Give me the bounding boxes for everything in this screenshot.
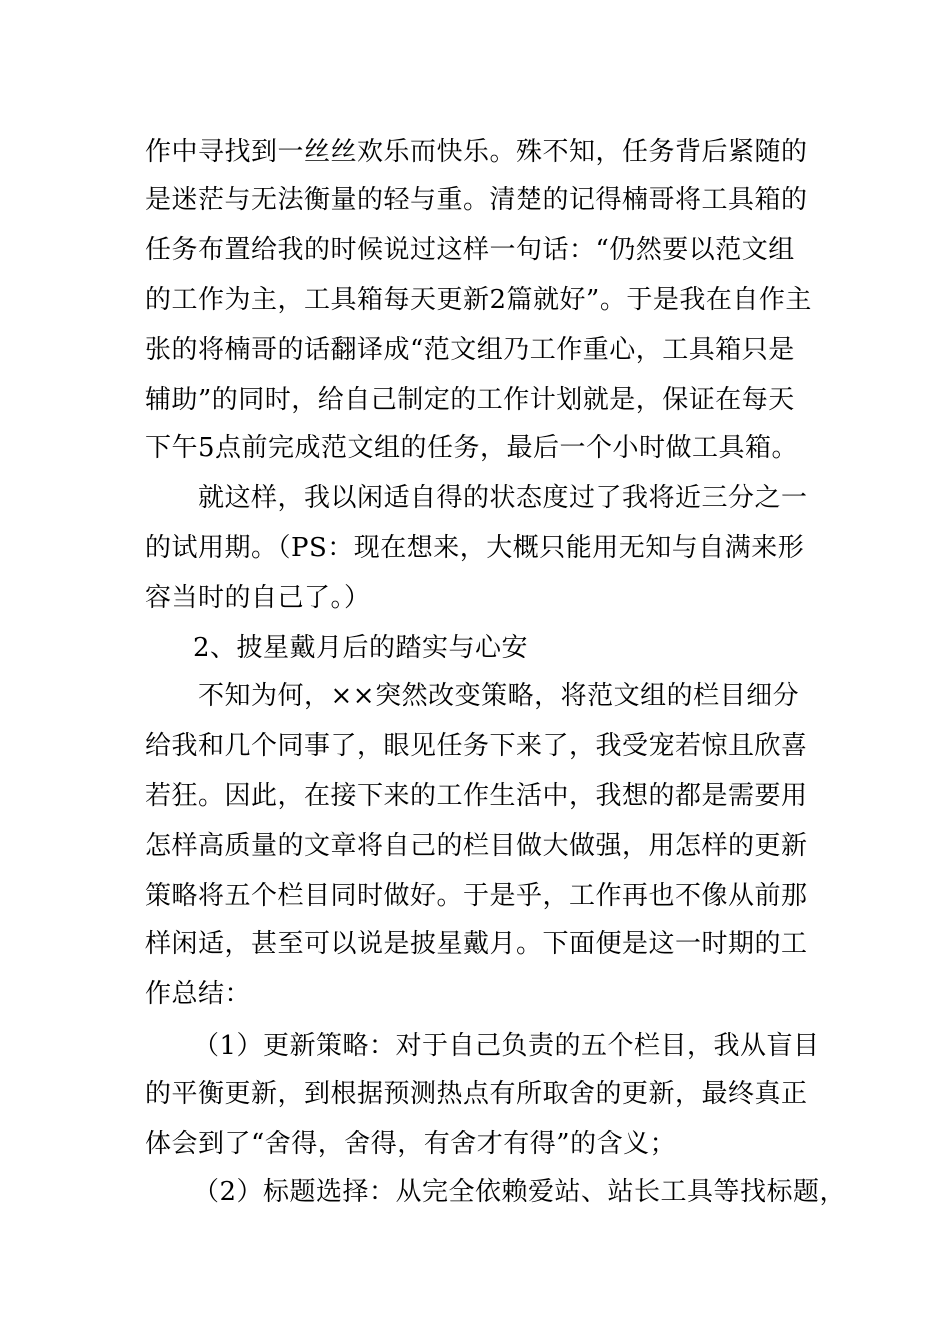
text-line: 张的将楠哥的话翻译成“范文组乃工作重心，工具箱只是 (145, 335, 795, 365)
text-line: 给我和几个同事了，眼见任务下来了，我受宠若惊且欣喜 (145, 731, 808, 761)
text-line: 的工作为主，工具箱每天更新2篇就好”。于是我在自作主 (145, 285, 812, 315)
text-line: 下午5点前完成范文组的任务，最后一个小时做工具箱。 (145, 433, 799, 463)
text-line: 是迷茫与无法衡量的轻与重。清楚的记得楠哥将工具箱的 (145, 185, 808, 215)
text-line: 作中寻找到一丝丝欢乐而快乐。殊不知，任务背后紧随的 (145, 137, 808, 167)
text-line: 若狂。因此，在接下来的工作生活中，我想的都是需要用 (145, 781, 808, 811)
list-item-start-line: （1）更新策略：对于自己负责的五个栏目，我从盲目 (193, 1031, 820, 1061)
section-heading: 2、披星戴月后的踏实与心安 (193, 633, 529, 663)
text-line: 的试用期。（PS：现在想来，大概只能用无知与自满来形 (145, 533, 805, 563)
text-line: 辅助”的同时，给自己制定的工作计划就是，保证在每天 (145, 385, 795, 415)
paragraph-start-line: 就这样，我以闲适自得的状态度过了我将近三分之一 (198, 483, 808, 513)
text-line: 样闲适，甚至可以说是披星戴月。下面便是这一时期的工 (145, 929, 808, 959)
list-item-start-line: （2）标题选择：从完全依赖爱站、站长工具等找标题， (193, 1177, 847, 1207)
paragraph-start-line: 不知为何，××突然改变策略，将范文组的栏目细分 (198, 681, 800, 711)
text-line: 怎样高质量的文章将自己的栏目做大做强，用怎样的更新 (145, 831, 808, 861)
text-line: 容当时的自己了。） (145, 583, 371, 613)
text-line: 策略将五个栏目同时做好。于是乎，工作再也不像从前那 (145, 881, 808, 911)
text-line: 任务布置给我的时候说过这样一句话：“仍然要以范文组 (145, 235, 795, 265)
text-line: 作总结： (145, 979, 252, 1009)
text-line: 的平衡更新，到根据预测热点有所取舍的更新，最终真正 (145, 1079, 808, 1109)
text-line: 体会到了“舍得，舍得，有舍才有得”的含义； (145, 1129, 677, 1159)
